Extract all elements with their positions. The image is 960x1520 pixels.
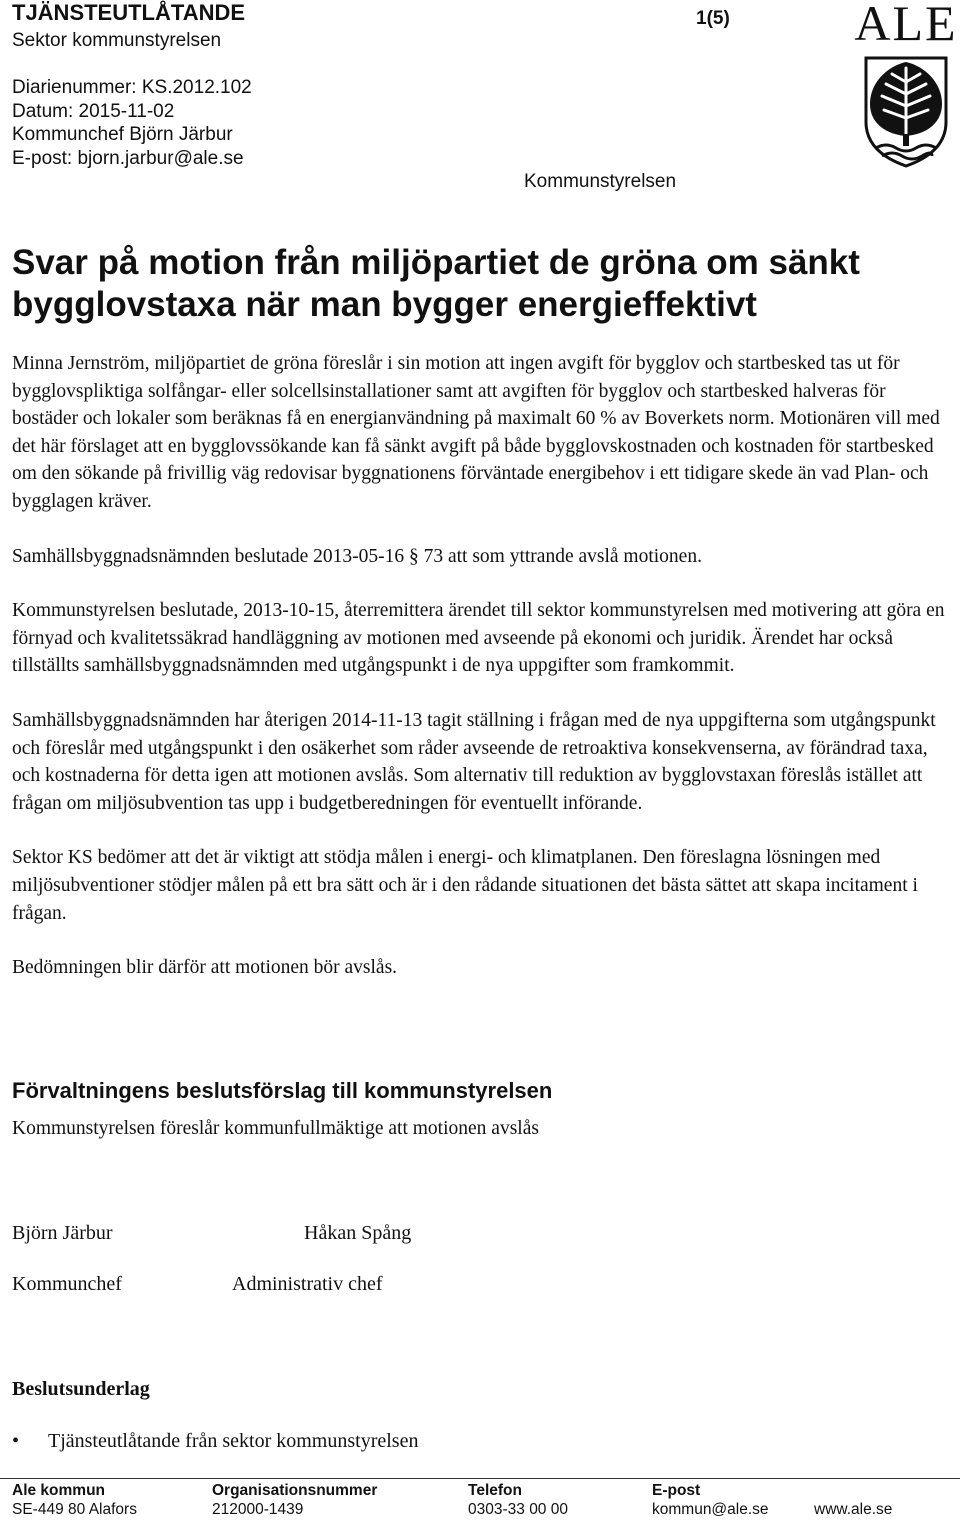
footer-orgnr-value: 212000-1439: [212, 1501, 304, 1518]
list-item-text: Tjänsteutlåtande från sektor kommunstyrelsen: [48, 1430, 419, 1452]
document-meta: [12, 76, 252, 170]
underlag-heading: Beslutsunderlag: [12, 1378, 150, 1400]
signature-name-2: Håkan Spång: [304, 1222, 412, 1244]
footer-org-label: Ale kommun: [12, 1482, 106, 1499]
footer-website[interactable]: www.ale.se: [814, 1501, 893, 1518]
underlag-list: [12, 1430, 418, 1453]
proposal-text: Kommunstyrelsen föreslår kommunfullmäktige att motionen avslås: [12, 1118, 539, 1139]
date: Datum: 2015-11-02: [12, 100, 175, 122]
list-item: [12, 1430, 418, 1453]
paragraph-snb-decision: Samhällsbyggnadsnämnden beslutade 2013-05-16 § 73 att som yttrande avslå motionen.: [12, 545, 702, 567]
footer-org: [12, 1481, 137, 1519]
footer-divider: [0, 1478, 960, 1479]
paragraph-motion: Minna Jernström, miljöpartiet de gröna föreslår i sin motion att ingen avgift för bygglov och startbesked tas ut för bygglovspliktiga solfångar- eller solcellsinstallationer samt att avgiften för bygglov och startbesked halveras för bostäder och lokaler som beräknas få en energianvändning på maximalt 60 % av Boverkets norm. Motionären vill med det här förslaget att en bygglovssökande kan få sänkt avgift på både bygglovskostnaden och kostnaden för startbesked om den sökande på frivillig väg redovisar byggnationens förväntade energibehov i ett tidigare skede än vad Plan- och bygglagen kräver.: [12, 353, 940, 512]
recipient: Kommunstyrelsen: [524, 171, 677, 192]
paragraph-conclusion: Bedömningen blir därför att motionen bör avslås.: [12, 957, 398, 979]
signature-name-1: Björn Järbur: [12, 1222, 113, 1244]
sector-name: Sektor kommunstyrelsen: [12, 30, 222, 51]
footer-email-label: E-post: [652, 1482, 701, 1499]
footer-phone-label: Telefon: [468, 1482, 522, 1499]
footer-address: SE-449 80 Alafors: [12, 1501, 137, 1518]
ale-tree-crest-icon: [862, 52, 950, 168]
proposal-heading: Förvaltningens beslutsförslag till kommunstyrelsen: [12, 1078, 553, 1103]
footer-email: [652, 1481, 769, 1519]
logo-text: ALE: [854, 0, 958, 51]
paragraph-assessment: Sektor KS bedömer att det är viktigt att stödja målen i energi- och klimatplanen. Den föreslagna lösningen med miljösubventioner stödjer målen på ett bra sätt och är i den rådande situationen det bästa sättet att skapa incitament i frågan.: [12, 847, 918, 924]
footer-email-value[interactable]: kommun@ale.se: [652, 1501, 769, 1518]
signature-role-2: Administrativ chef: [232, 1273, 383, 1295]
document-type: TJÄNSTEUTLÅTANDE: [12, 0, 246, 25]
bullet: •: [12, 1430, 20, 1452]
page-number: 1(5): [696, 8, 730, 29]
author: Kommunchef Björn Järbur: [12, 124, 233, 145]
author-email: E-post: bjorn.jarbur@ale.se: [12, 147, 244, 169]
ale-logo: [852, 0, 960, 170]
signature-role-1: Kommunchef: [12, 1273, 122, 1295]
paragraph-snb-position: Samhällsbyggnadsnämnden har återigen 2014-11-13 tagit ställning i frågan med de nya uppgifterna som utgångspunkt och föreslår med utgångspunkt i den osäkerhet som råder avseende de retroaktiva konsekvenserna, av förändrad taxa, och kostnaderna för detta igen att motionen avslås. Som alternativ till reduktion av bygglovstaxan föreslås istället att frågan om miljösubvention tas upp i budgetberedningen för eventuellt införande.: [12, 709, 936, 814]
footer-orgnr: [212, 1481, 377, 1519]
footer-phone-value: 0303-33 00 00: [468, 1501, 568, 1518]
document-body: [12, 350, 950, 1009]
diarienummer: Diarienummer: KS.2012.102: [12, 77, 252, 98]
footer-orgnr-label: Organisationsnummer: [212, 1482, 378, 1499]
paragraph-ks-decision: Kommunstyrelsen beslutade, 2013-10-15, återremittera ärendet till sektor kommunstyrelsen med motivering att göra en förnyad och kvalitetssäkrad handläggning av motionen med avseende på ekonomi och juridik. Ärendet har också tillställts samhällsbyggnadsnämnden med utgångspunkt i de nya uppgifter som framkommit.: [12, 600, 945, 677]
footer-phone: [468, 1481, 568, 1519]
document-title: Svar på motion från miljöpartiet de gröna om sänkt bygglovstaxa när man bygger energieffektivt: [12, 243, 860, 324]
